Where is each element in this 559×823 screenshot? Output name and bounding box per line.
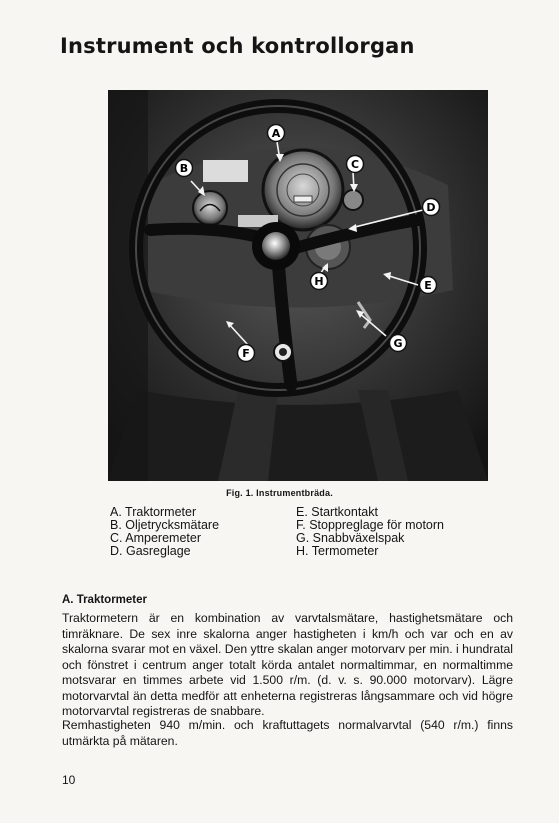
svg-text:C: C — [350, 158, 360, 171]
callout-b — [176, 160, 193, 177]
svg-text:G: G — [393, 337, 403, 350]
figure-caption: Fig. 1. Instrumentbräda. — [226, 488, 333, 498]
legend-item-h: H. Termometer — [296, 544, 379, 558]
callout-h — [311, 273, 328, 290]
callout-c — [347, 156, 364, 173]
callout-a — [268, 125, 285, 142]
dashboard-photo — [108, 90, 488, 481]
svg-text:B: B — [179, 162, 189, 175]
callout-e — [420, 277, 437, 294]
body-paragraph: Remhastigheten 940 m/min. och kraftuttagets normalvarvtal (540 r/m.) finns utmärkta på mätaren. — [62, 718, 513, 748]
section-heading: A. Traktormeter — [62, 594, 148, 606]
legend-item-c: C. Amperemeter — [110, 531, 202, 545]
legend-item-g: G. Snabbväxelspak — [296, 531, 405, 545]
svg-text:D: D — [426, 201, 436, 214]
page-number: 10 — [62, 773, 76, 787]
body-paragraph: Traktormetern är en kombination av varvtalsmätare, hastighetsmätare och timräknare. De sex inre skalorna anger hastigheten i km/h och var och en av skalorna svarar mot en växel. Den yttre skalan anger motorvarv per min. i hundratal och fönstret i centrum anger totalt körda antalet normaltimmar, en normaltimme motsvarar en timmes arbete vid 1.500 r/m. (d. v. s. 90.000 motorvarv). Lägre motorvarvtal än detta medför att enheterna registreras långsammare och vid högre motorvarvtal registreras de snabbare. — [62, 611, 513, 718]
svg-text:F: F — [242, 347, 250, 360]
legend-item-b: B. Oljetrycksmätare — [110, 518, 220, 532]
figure-legend — [110, 506, 490, 558]
legend-item-d: D. Gasreglage — [110, 544, 191, 558]
legend-item-f: F. Stoppreglage för motorn — [296, 518, 444, 532]
page-title: Instrument och kontrollorgan — [60, 34, 415, 58]
callout-d — [423, 199, 440, 216]
svg-text:H: H — [314, 275, 324, 288]
callout-f — [238, 345, 255, 362]
legend-item-e: E. Startkontakt — [296, 505, 378, 519]
svg-text:E: E — [424, 279, 432, 292]
svg-text:A: A — [271, 127, 281, 140]
callout-g — [390, 335, 407, 352]
legend-item-a: A. Traktormeter — [110, 505, 197, 519]
